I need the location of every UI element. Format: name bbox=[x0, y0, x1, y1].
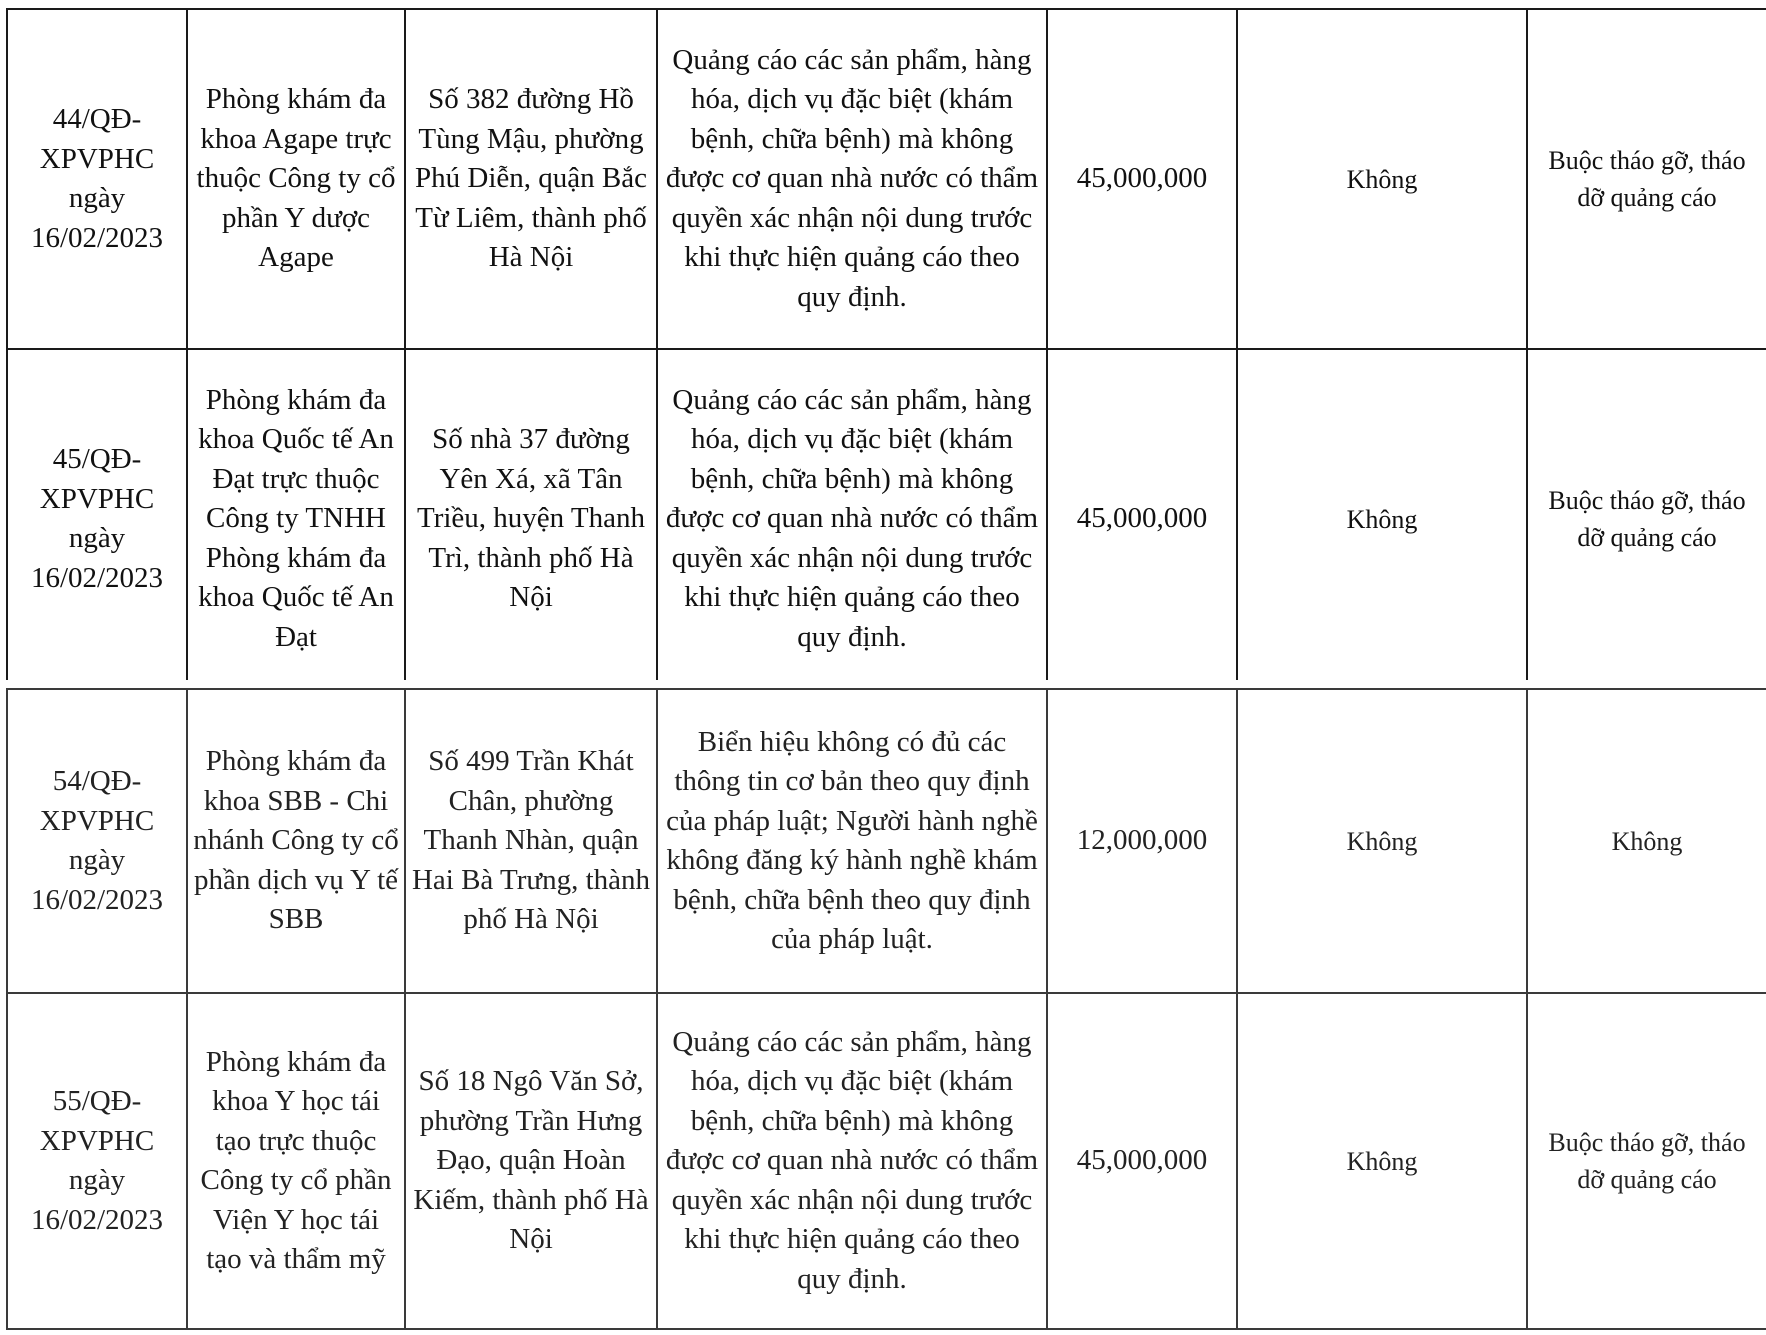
penalty-table-bottom bbox=[6, 688, 1766, 1330]
decision-number-cell: 45/QĐ-XPVPHC ngày 16/02/2023 bbox=[7, 349, 187, 689]
organization-cell: Phòng khám đa khoa Y học tái tạo trực thuộc Công ty cổ phần Viện Y học tái tạo và thẩm mỹ bbox=[187, 993, 405, 1329]
table-separator bbox=[0, 680, 1766, 688]
remedy-measure-cell: Buộc tháo gỡ, tháo dỡ quảng cáo bbox=[1527, 349, 1766, 689]
address-cell: Số nhà 37 đường Yên Xá, xã Tân Triều, huyện Thanh Trì, thành phố Hà Nội bbox=[405, 349, 657, 689]
organization-cell: Phòng khám đa khoa SBB - Chi nhánh Công ty cổ phần dịch vụ Y tế SBB bbox=[187, 689, 405, 993]
additional-penalty-cell: Không bbox=[1237, 9, 1527, 349]
fine-amount-cell: 45,000,000 bbox=[1047, 9, 1237, 349]
violation-cell: Quảng cáo các sản phẩm, hàng hóa, dịch vụ đặc biệt (khám bệnh, chữa bệnh) mà không được cơ quan nhà nước có thẩm quyền xác nhận nội dung trước khi thực hiện quảng cáo theo quy định. bbox=[657, 993, 1047, 1329]
table-row bbox=[7, 9, 1766, 349]
additional-penalty-cell: Không bbox=[1237, 689, 1527, 993]
fine-amount-cell: 45,000,000 bbox=[1047, 993, 1237, 1329]
organization-cell: Phòng khám đa khoa Agape trực thuộc Công ty cổ phần Y dược Agape bbox=[187, 9, 405, 349]
penalty-table-top bbox=[6, 8, 1766, 690]
violation-cell: Quảng cáo các sản phẩm, hàng hóa, dịch vụ đặc biệt (khám bệnh, chữa bệnh) mà không được cơ quan nhà nước có thẩm quyền xác nhận nội dung trước khi thực hiện quảng cáo theo quy định. bbox=[657, 349, 1047, 689]
violation-cell: Quảng cáo các sản phẩm, hàng hóa, dịch vụ đặc biệt (khám bệnh, chữa bệnh) mà không được cơ quan nhà nước có thẩm quyền xác nhận nội dung trước khi thực hiện quảng cáo theo quy định. bbox=[657, 9, 1047, 349]
decision-number-cell: 44/QĐ-XPVPHC ngày 16/02/2023 bbox=[7, 9, 187, 349]
address-cell: Số 382 đường Hồ Tùng Mậu, phường Phú Diễn, quận Bắc Từ Liêm, thành phố Hà Nội bbox=[405, 9, 657, 349]
address-cell: Số 499 Trần Khát Chân, phường Thanh Nhàn, quận Hai Bà Trưng, thành phố Hà Nội bbox=[405, 689, 657, 993]
remedy-measure-cell: Không bbox=[1527, 689, 1766, 993]
fine-amount-cell: 45,000,000 bbox=[1047, 349, 1237, 689]
table-row bbox=[7, 993, 1766, 1329]
table-row bbox=[7, 689, 1766, 993]
address-cell: Số 18 Ngô Văn Sở, phường Trần Hưng Đạo, quận Hoàn Kiếm, thành phố Hà Nội bbox=[405, 993, 657, 1329]
decision-number-cell: 54/QĐ-XPVPHC ngày 16/02/2023 bbox=[7, 689, 187, 993]
remedy-measure-cell: Buộc tháo gỡ, tháo dỡ quảng cáo bbox=[1527, 9, 1766, 349]
violation-cell: Biển hiệu không có đủ các thông tin cơ bản theo quy định của pháp luật; Người hành nghề không đăng ký hành nghề khám bệnh, chữa bệnh theo quy định của pháp luật. bbox=[657, 689, 1047, 993]
additional-penalty-cell: Không bbox=[1237, 993, 1527, 1329]
decision-number-cell: 55/QĐ-XPVPHC ngày 16/02/2023 bbox=[7, 993, 187, 1329]
remedy-measure-cell: Buộc tháo gỡ, tháo dỡ quảng cáo bbox=[1527, 993, 1766, 1329]
organization-cell: Phòng khám đa khoa Quốc tế An Đạt trực thuộc Công ty TNHH Phòng khám đa khoa Quốc tế An Đạt bbox=[187, 349, 405, 689]
fine-amount-cell: 12,000,000 bbox=[1047, 689, 1237, 993]
additional-penalty-cell: Không bbox=[1237, 349, 1527, 689]
table-row bbox=[7, 349, 1766, 689]
